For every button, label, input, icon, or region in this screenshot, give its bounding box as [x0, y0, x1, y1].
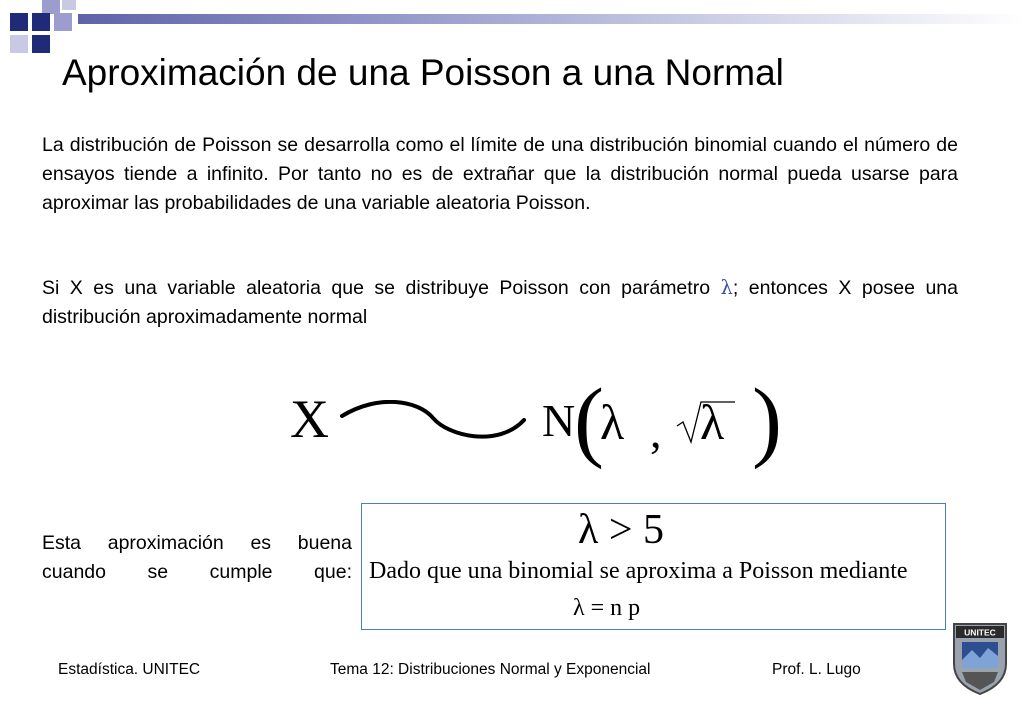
- decor-square: [10, 35, 28, 53]
- decor-square: [32, 13, 50, 31]
- decor-square: [32, 35, 50, 53]
- footer-right: Prof. L. Lugo: [772, 661, 861, 678]
- statement-text: Si X es una variable aleatoria que se distribuye Poisson con parámetro: [42, 277, 721, 299]
- formula-open-paren: (: [574, 371, 604, 470]
- condition-explanation: Dado que una binomial se aproxima a Poisson mediante: [369, 558, 908, 584]
- condition-text: Esta aproximación es buena cuando se cumple que:: [42, 532, 352, 583]
- formula-variable: X: [290, 389, 329, 449]
- formula-sd-lambda: λ: [700, 394, 725, 450]
- condition-box: [361, 503, 946, 630]
- decor-square: [54, 13, 72, 31]
- formula-normal-n: N: [542, 395, 576, 446]
- lambda-symbol: λ: [720, 276, 733, 299]
- statement-text-end: ; entonces X posee una distribución aproximadamente normal: [42, 277, 958, 328]
- condition-lambda-gt-5: λ > 5: [578, 507, 665, 553]
- decor-square: [42, 0, 60, 14]
- formula-comma: ,: [650, 406, 662, 457]
- decor-square: [62, 0, 76, 10]
- slide-title: Aproximación de una Poisson a una Normal: [62, 52, 784, 93]
- paragraph-statement: [42, 273, 958, 332]
- tilde-distributed-symbol: [338, 400, 528, 445]
- footer-left: Estadística. UNITEC: [58, 661, 201, 678]
- footer-center: Tema 12: Distribuciones Normal y Exponencial: [330, 661, 651, 678]
- condition-lambda-np: λ = n p: [573, 595, 641, 621]
- unitec-logo: [950, 620, 1010, 696]
- header-bar: [78, 14, 1024, 24]
- decor-square: [10, 13, 28, 31]
- paragraph-intro: La distribución de Poisson se desarrolla como el límite de una distribución binomial cuando el número de ensayos tiende a infinito. Por tanto no es de extrañar que la distribución normal pueda usarse para aproximar las probabilidades de una variable aleatoria Poisson.: [42, 134, 958, 214]
- logo-text: UNITEC: [964, 627, 996, 638]
- formula-mean-lambda: λ: [600, 394, 625, 450]
- formula-close-paren: ): [752, 371, 782, 470]
